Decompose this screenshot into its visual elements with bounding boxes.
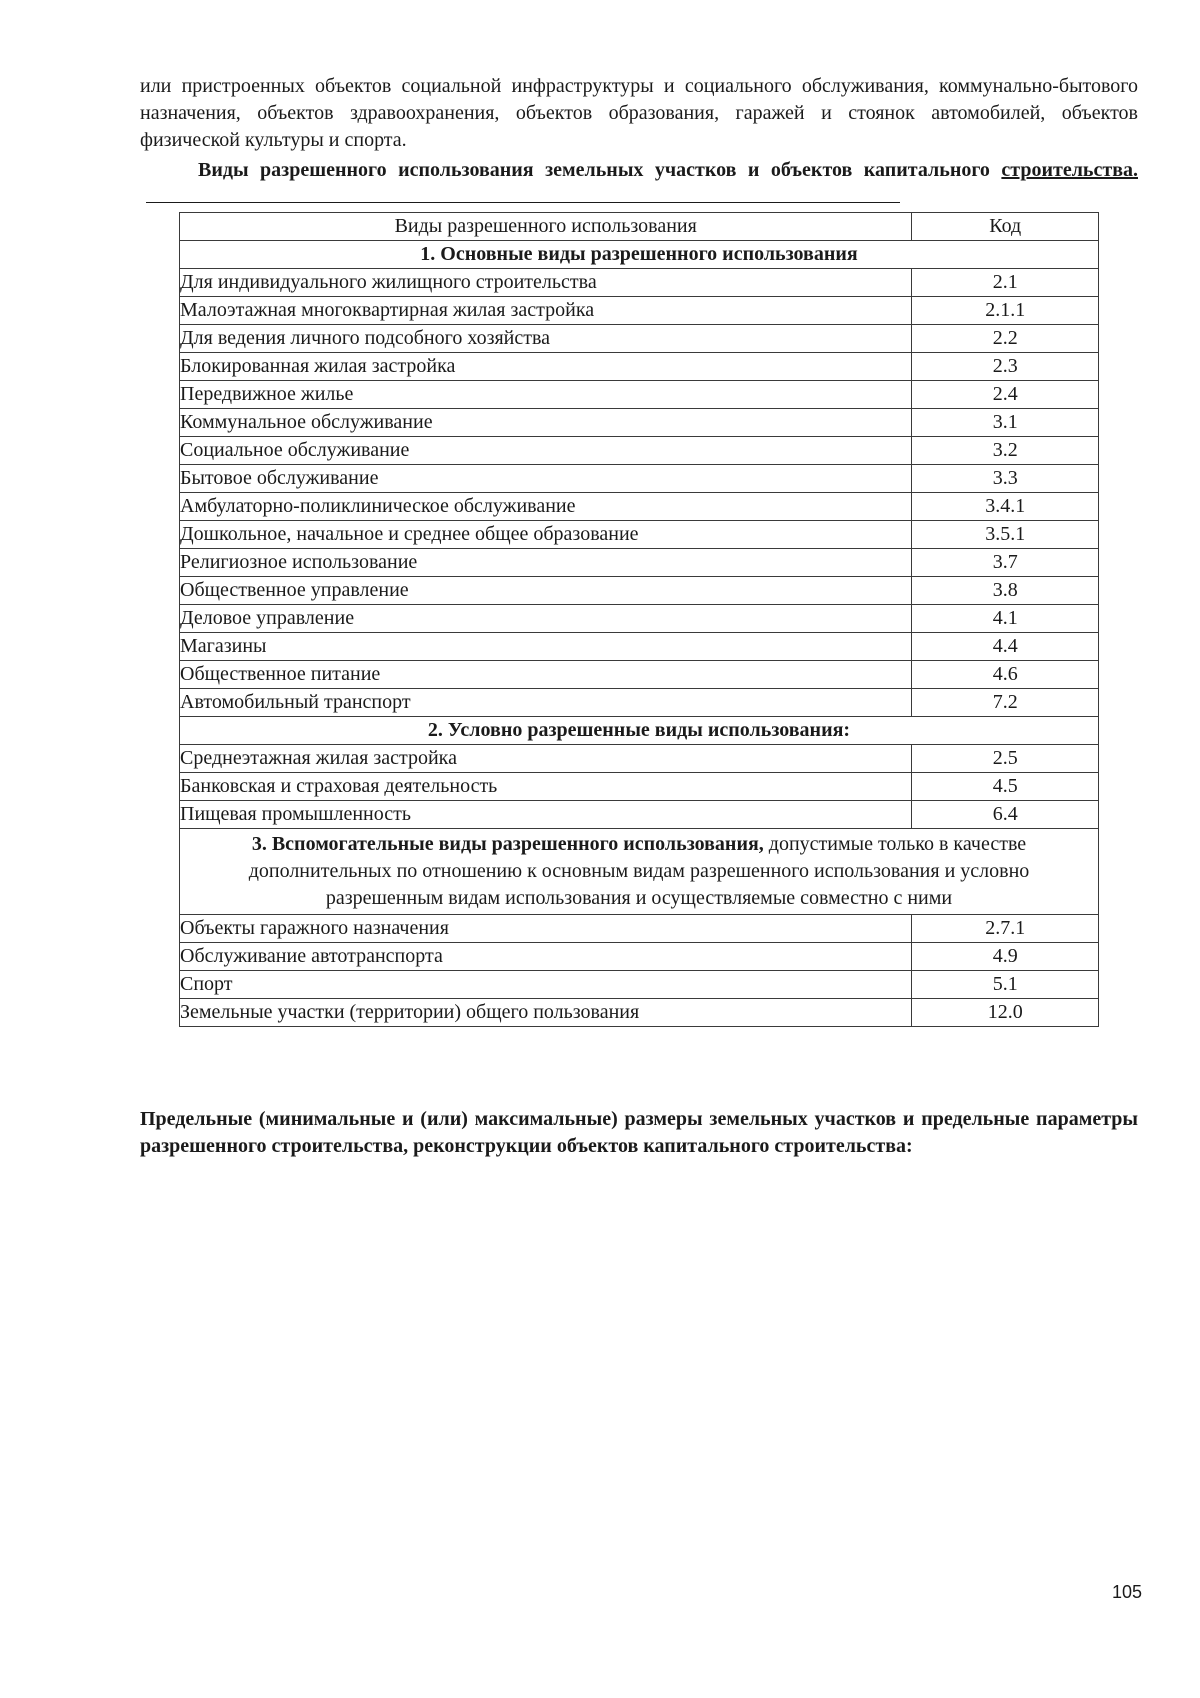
- use-name: Для индивидуального жилищного строительства: [180, 269, 912, 297]
- use-name: Коммунальное обслуживание: [180, 409, 912, 437]
- table-row: [180, 409, 1099, 437]
- use-code: 2.2: [912, 325, 1099, 353]
- section-3-title: [180, 829, 1099, 915]
- use-name: Земельные участки (территории) общего пользования: [180, 999, 912, 1027]
- use-code: 2.7.1: [912, 915, 1099, 943]
- table-row: [180, 297, 1099, 325]
- use-code: 5.1: [912, 971, 1099, 999]
- section-3-title-bold: 3. Вспомогательные виды разрешенного использования,: [251, 833, 764, 855]
- use-code: 3.5.1: [912, 521, 1099, 549]
- use-code: 6.4: [912, 801, 1099, 829]
- use-code: 2.3: [912, 353, 1099, 381]
- section-1-title-row: [180, 241, 1099, 269]
- use-name: Среднеэтажная жилая застройка: [180, 745, 912, 773]
- use-code: 3.8: [912, 577, 1099, 605]
- use-code: 2.4: [912, 381, 1099, 409]
- use-code: 2.1.1: [912, 297, 1099, 325]
- limits-heading: Предельные (минимальные и (или) максимальные) размеры земельных участков и предельные параметры разрешенного строительства, реконструкции объектов капитального строительства:: [140, 1108, 1138, 1157]
- table-row: [180, 465, 1099, 493]
- use-code: 4.1: [912, 605, 1099, 633]
- use-name: Религиозное использование: [180, 549, 912, 577]
- use-name: Общественное управление: [180, 577, 912, 605]
- table-row: [180, 353, 1099, 381]
- table-row: [180, 577, 1099, 605]
- uses-heading-part1: Виды разрешенного использования земельных участков и объектов капитального: [198, 159, 990, 181]
- use-name: Деловое управление: [180, 605, 912, 633]
- use-code: 3.4.1: [912, 493, 1099, 521]
- use-code: 12.0: [912, 999, 1099, 1027]
- use-name: Социальное обслуживание: [180, 437, 912, 465]
- section-3-title-row: [180, 829, 1099, 915]
- table-row: [180, 605, 1099, 633]
- table-row: [180, 801, 1099, 829]
- table-row: [180, 971, 1099, 999]
- use-name: Объекты гаражного назначения: [180, 915, 912, 943]
- column-header-name: Виды разрешенного использования: [180, 213, 912, 241]
- use-code: 3.3: [912, 465, 1099, 493]
- use-code: 4.5: [912, 773, 1099, 801]
- section-3-title-rest: допустимые только в качестве дополнительных по отношению к основным видам разрешенного использования и условно разрешенным видам использования и осуществляемые совместно с ними: [248, 833, 1030, 909]
- table-row: [180, 915, 1099, 943]
- use-code: 4.9: [912, 943, 1099, 971]
- table-row: [180, 633, 1099, 661]
- use-code: 3.1: [912, 409, 1099, 437]
- underline-blank: [146, 201, 900, 203]
- table-row: [180, 325, 1099, 353]
- use-name: Автомобильный транспорт: [180, 689, 912, 717]
- table-row: [180, 661, 1099, 689]
- use-name: Обслуживание автотранспорта: [180, 943, 912, 971]
- use-name: Блокированная жилая застройка: [180, 353, 912, 381]
- column-header-code: Код: [912, 213, 1099, 241]
- table-row: [180, 943, 1099, 971]
- use-name: Банковская и страховая деятельность: [180, 773, 912, 801]
- use-name: Бытовое обслуживание: [180, 465, 912, 493]
- table-row: [180, 689, 1099, 717]
- use-name: Для ведения личного подсобного хозяйства: [180, 325, 912, 353]
- uses-heading-part2: строительства.: [1001, 159, 1138, 181]
- use-name: Дошкольное, начальное и среднее общее образование: [180, 521, 912, 549]
- table-row: [180, 493, 1099, 521]
- use-name: Магазины: [180, 633, 912, 661]
- table-row: [180, 269, 1099, 297]
- table-row: [180, 773, 1099, 801]
- table-row: [180, 999, 1099, 1027]
- use-name: Передвижное жилье: [180, 381, 912, 409]
- table-row: [180, 549, 1099, 577]
- use-code: 3.7: [912, 549, 1099, 577]
- use-code: 7.2: [912, 689, 1099, 717]
- uses-heading: [140, 157, 1138, 211]
- permitted-uses-table: [179, 212, 1099, 1027]
- use-name: Пищевая промышленность: [180, 801, 912, 829]
- table-row: [180, 521, 1099, 549]
- use-name: Малоэтажная многоквартирная жилая застройка: [180, 297, 912, 325]
- use-code: 2.1: [912, 269, 1099, 297]
- table-header-row: [180, 213, 1099, 241]
- section-2-title: 2. Условно разрешенные виды использования:: [180, 717, 1099, 745]
- use-name: Амбулаторно-поликлиническое обслуживание: [180, 493, 912, 521]
- use-code: 4.4: [912, 633, 1099, 661]
- intro-paragraph: или пристроенных объектов социальной инфраструктуры и социального обслуживания, коммунально-бытового назначения, объектов здравоохранения, объектов образования, гаражей и стоянок автомобилей, объектов физической культуры и спорта.: [140, 75, 1138, 151]
- page-number: 105: [1112, 1582, 1143, 1602]
- table-row: [180, 381, 1099, 409]
- use-code: 4.6: [912, 661, 1099, 689]
- use-code: 3.2: [912, 437, 1099, 465]
- section-1-title: 1. Основные виды разрешенного использования: [180, 241, 1099, 269]
- use-code: 2.5: [912, 745, 1099, 773]
- table-row: [180, 437, 1099, 465]
- table-row: [180, 745, 1099, 773]
- use-name: Спорт: [180, 971, 912, 999]
- section-2-title-row: [180, 717, 1099, 745]
- use-name: Общественное питание: [180, 661, 912, 689]
